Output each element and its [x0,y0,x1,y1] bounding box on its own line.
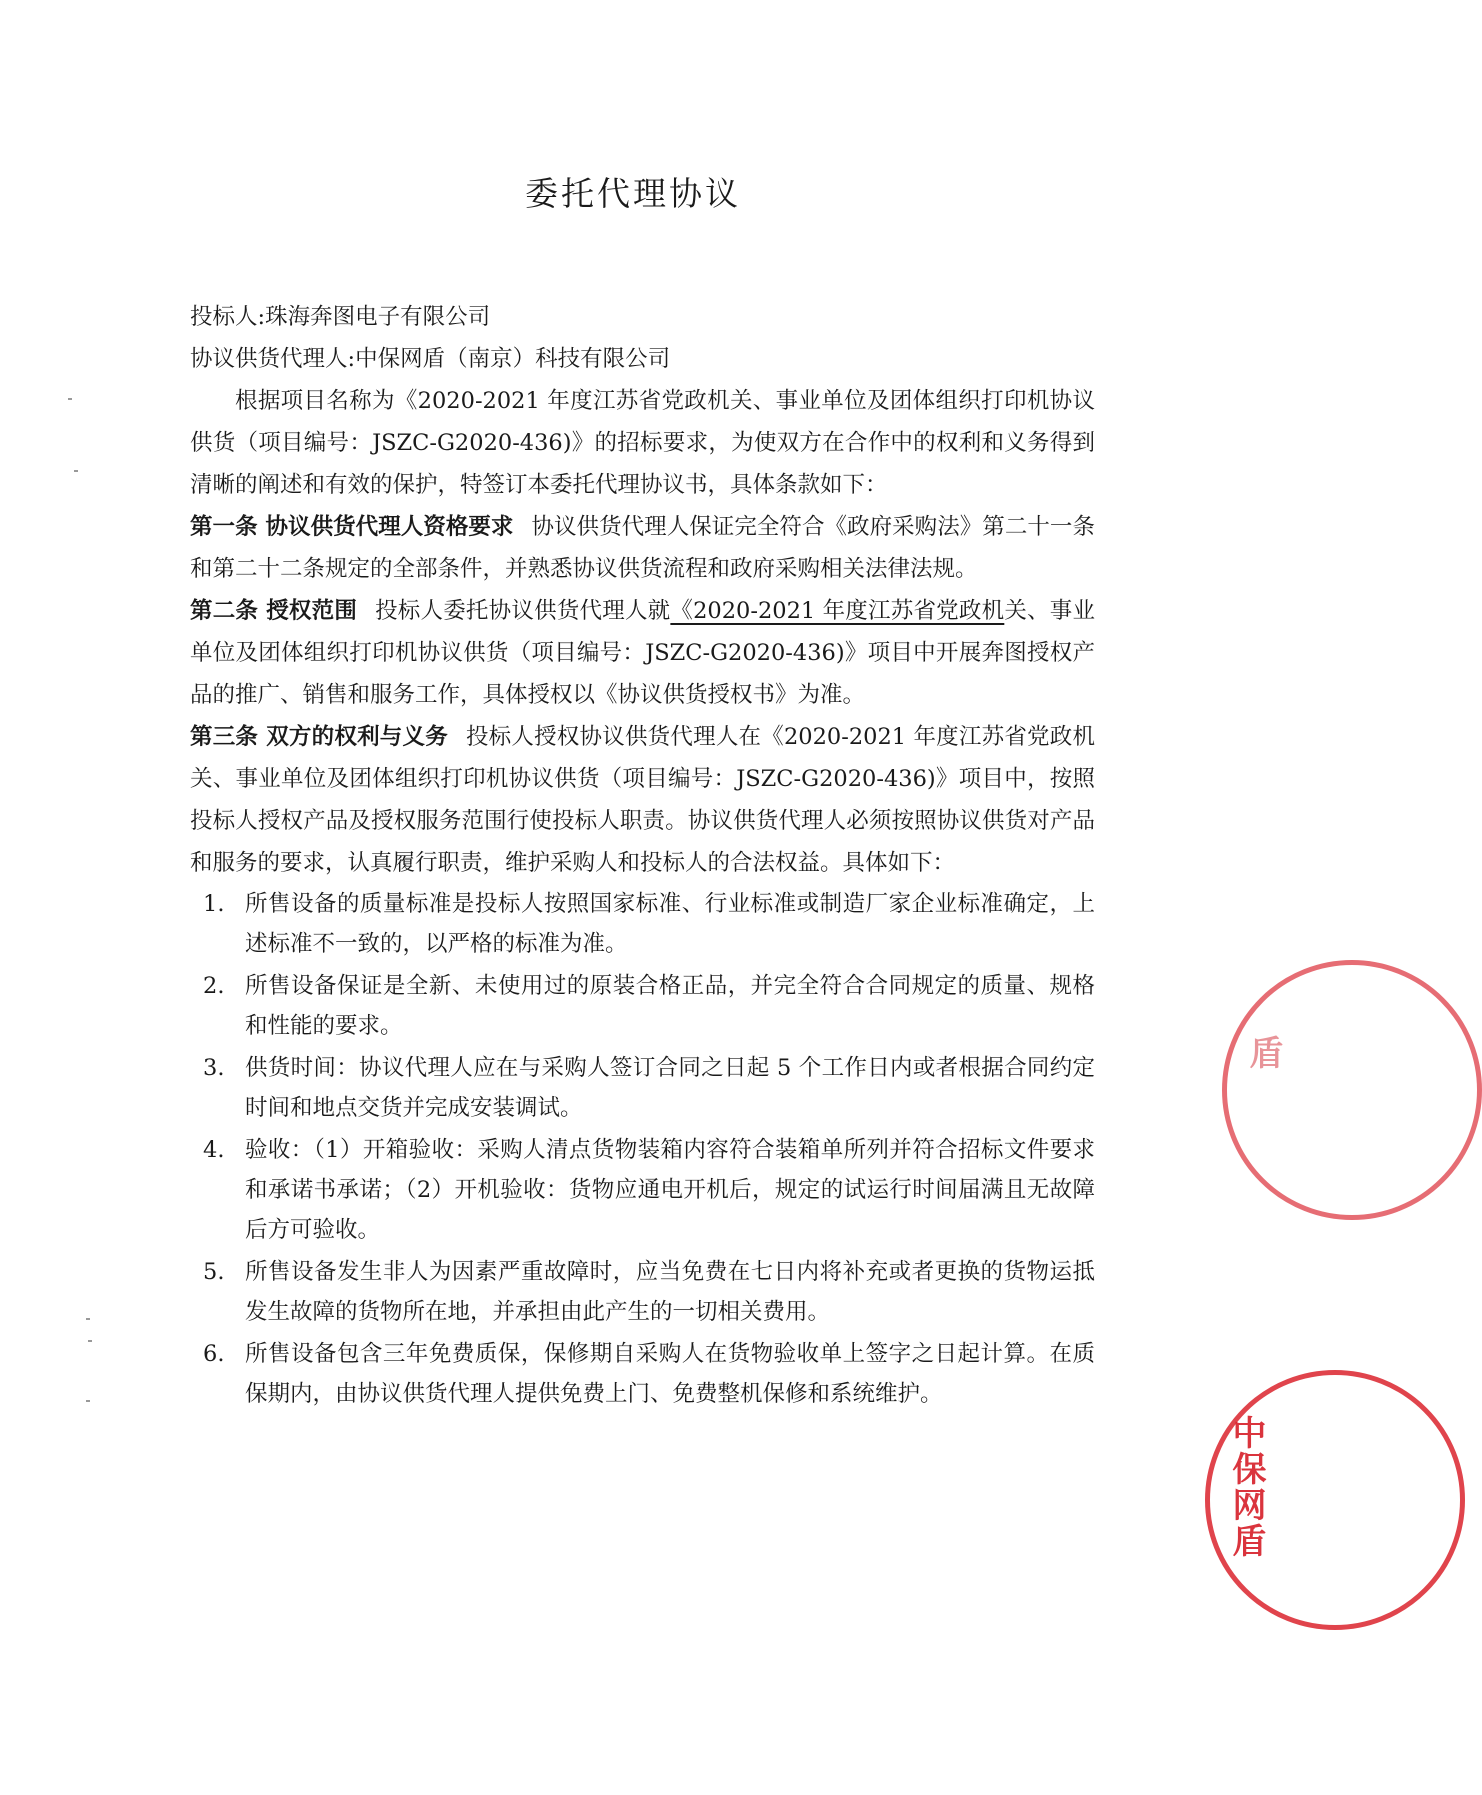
article-3 [190,716,1095,884]
article-3-heading: 第三条 双方的权利与义务 [190,724,448,750]
scan-speck [88,1340,92,1342]
list-item-number: 4. [203,1137,225,1163]
list-item-text: 所售设备的质量标准是投标人按照国家标准、行业标准或制造厂家企业标准确定，上述标准不一致的，以严格的标准为准。 [245,891,1095,957]
article-2-text-after: 关、事业单位及团体组织打印机协议供货（项目编号：JSZC-G2020-436)》项目中开展奔图授权产品的推广、销售和服务工作，具体授权以《协议供货授权书》为准。 [190,598,1095,708]
scan-speck [86,1400,90,1402]
list-item-text: 所售设备包含三年免费质保，保修期自采购人在货物验收单上签字之日起计算。在质保期内，由协议供货代理人提供免费上门、免费整机保修和系统维护。 [245,1341,1095,1407]
article-3-text: 投标人授权协议供货代理人在《2020-2021 年度江苏省党政机关、事业单位及团体组织打印机协议供货（项目编号：JSZC-G2020-436)》项目中，按照投标人授权产品及授权服务范围行使投标人职责。协议供货代理人必须按照协议供货对产品和服务的要求，认真履行职责，维护采购人和投标人的合法权益。具体如下： [190,724,1095,876]
list-item [190,1048,1095,1128]
scan-speck [74,470,78,472]
list-item-number: 2. [203,973,225,999]
list-item [190,1334,1095,1414]
list-item-text: 供货时间：协议代理人应在与采购人签订合同之日起 5 个工作日内或者根据合同约定时间和地点交货并完成安装调试。 [245,1055,1095,1121]
list-item [190,1252,1095,1332]
list-item-number: 1. [203,891,225,917]
list-item [190,1130,1095,1250]
article-2-text-before: 投标人委托协议供货代理人就 [375,598,671,624]
list-item-text: 所售设备发生非人为因素严重故障时，应当免费在七日内将补充或者更换的货物运抵发生故障的货物所在地，并承担由此产生的一切相关费用。 [245,1259,1095,1325]
article-2-text-underlined: 《2020-2021 年度江苏省党政机 [670,598,1005,624]
article-1 [190,506,1095,590]
bidder-line: 投标人:珠海奔图电子有限公司 [190,304,491,330]
list-item-number: 3. [203,1055,225,1081]
document-body [190,296,1095,1416]
seal-stamp-lower-text: 中保网盾 [1226,1415,1266,1559]
agent-line: 协议供货代理人:中保网盾（南京）科技有限公司 [190,346,671,372]
seal-stamp-upper-text: 盾 [1243,1035,1283,1071]
list-item-text: 所售设备保证是全新、未使用过的原装合格正品，并完全符合合同规定的质量、规格和性能的要求。 [245,973,1095,1039]
intro-paragraph: 根据项目名称为《2020-2021 年度江苏省党政机关、事业单位及团体组织打印机协议供货（项目编号：JSZC-G2020-436)》的招标要求，为使双方在合作中的权利和义务得到清晰的阐述和有效的保护，特签订本委托代理协议书，具体条款如下： [190,388,1095,498]
scan-speck [68,398,72,400]
scan-speck [86,1318,90,1320]
list-item-number: 5. [203,1259,225,1285]
article-1-text: 协议供货代理人保证完全符合《政府采购法》第二十一条和第二十二条规定的全部条件，并熟悉协议供货流程和政府采购相关法律法规。 [190,514,1095,582]
article-1-heading: 第一条 协议供货代理人资格要求 [190,514,514,540]
seal-stamp-lower [1205,1370,1465,1630]
list-item [190,884,1095,964]
list-item [190,966,1095,1046]
list-item-text: 验收：（1）开箱验收：采购人清点货物装箱内容符合装箱单所列并符合招标文件要求和承诺书承诺；（2）开机验收：货物应通电开机后，规定的试运行时间届满且无故障后方可验收。 [245,1137,1095,1243]
article-2 [190,590,1095,716]
obligation-list [190,884,1095,1414]
list-item-number: 6. [203,1341,225,1367]
seal-stamp-upper [1222,960,1482,1220]
document-title: 委托代理协议 [525,174,741,213]
article-2-heading: 第二条 授权范围 [190,598,358,624]
